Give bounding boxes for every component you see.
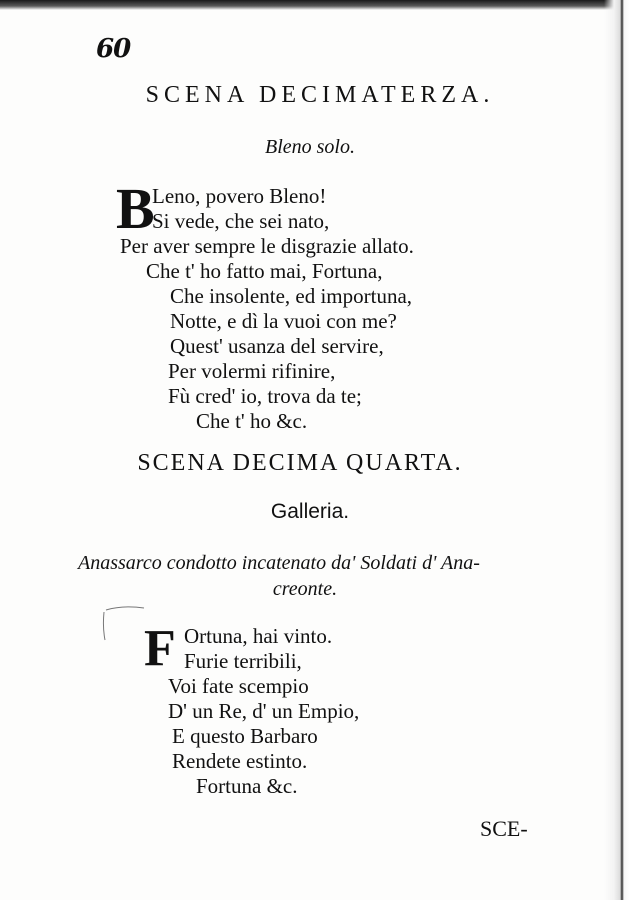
scene-14-heading: SCENA DECIMA QUARTA. [137, 450, 463, 476]
stage-direction-line-2: creonte. [272, 578, 338, 600]
scene-13-line-1: Leno, povero Bleno! [152, 184, 327, 208]
scene-13-line-3: Per aver sempre le disgrazie allato. [120, 234, 414, 258]
scene-14-line-1: Ortuna, hai vinto. [184, 624, 333, 648]
pen-mark [100, 604, 146, 642]
scene-13-line-6: Notte, e dì la vuoi con me? [170, 309, 397, 333]
scene-13-line-8: Per volermi rifinire, [168, 359, 336, 383]
scene-13-heading: SCENA DECIMATERZA. [145, 82, 495, 108]
scene-14-drop-cap: F [144, 620, 176, 677]
catchword: SCE- [480, 816, 528, 841]
scene-13-line-9: Fù cred' io, trova da te; [168, 384, 362, 408]
scene-13-line-7: Quest' usanza del servire, [170, 334, 384, 358]
scene-14-line-7: Fortuna &c. [196, 774, 298, 798]
page-number: 60 [96, 34, 131, 64]
scene-13-line-4: Che t' ho fatto mai, Fortuna, [146, 259, 383, 283]
scene-14-line-4: D' un Re, d' un Empio, [168, 699, 360, 723]
scene-14-line-2: Furie terribili, [184, 649, 302, 673]
stage-direction-line-1: Anassarco condotto incatenato da' Soldati d' Ana- [78, 552, 480, 574]
scene-13-line-10: Che t' ho &c. [196, 409, 308, 433]
scene-13-line-5: Che insolente, ed importuna, [170, 284, 413, 308]
scene-14-line-6: Rendete estinto. [172, 749, 308, 773]
scene-13-subtitle: Bleno solo. [265, 136, 355, 158]
page-top-edge [0, 0, 630, 10]
scene-14-location: Galleria. [270, 500, 350, 523]
page-binding-edge [604, 0, 630, 900]
scene-13-drop-cap: B [116, 176, 155, 241]
scene-13-line-2: Si vede, che sei nato, [152, 209, 330, 233]
scene-14-line-5: E questo Barbaro [172, 724, 318, 748]
scene-14-line-3: Voi fate scempio [168, 674, 309, 698]
